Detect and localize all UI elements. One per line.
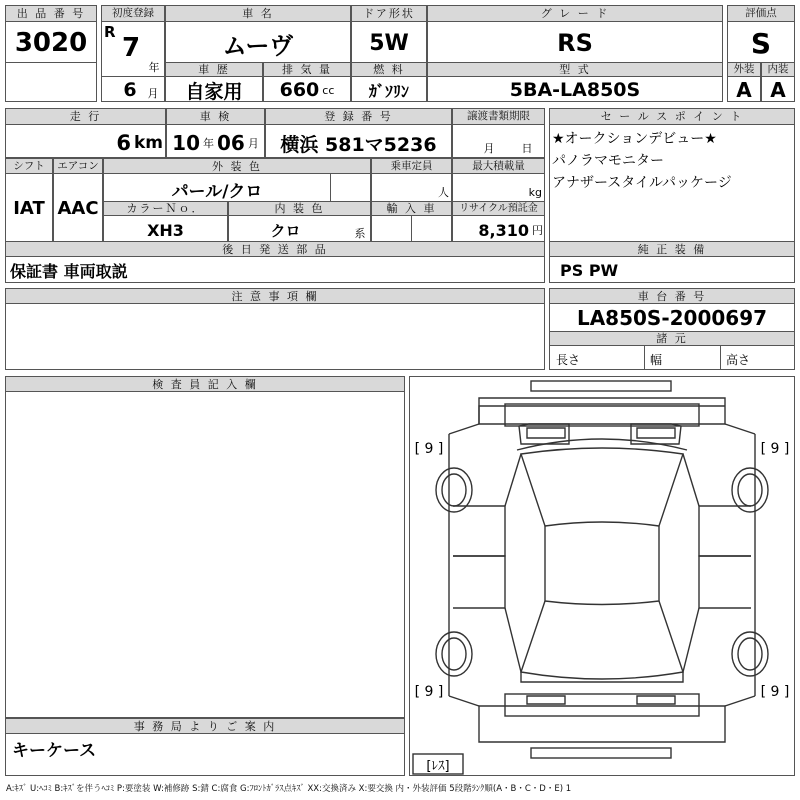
displacement-number: 660 [279,79,320,101]
lot-number: 3020 [14,28,88,58]
exterior-label: 外装 [727,62,761,77]
mileage-label: 走 行 [5,108,166,125]
tire-rear-left: [ 9 ] [414,684,444,700]
sales-point-3: アナザースタイルパッケージ [552,175,732,191]
spare-tire: [ﾚｽ] [426,758,450,773]
ac-value: AAC [57,197,99,219]
specs-label: 諸 元 [549,331,795,346]
color-no-value: XH3 [147,220,184,240]
capacity-label: 乗車定員 [371,158,452,174]
history-label: 車 歴 [165,62,263,77]
car-name-value: ムーヴ [222,31,294,60]
interior-grade: A [770,78,786,102]
import-label: 輸 入 車 [371,201,452,216]
color-no-label: カラーＮｏ． [103,201,228,216]
sales-points-label: セ ー ル ス ポ イ ン ト [549,108,795,125]
door-value: 5W [369,30,409,56]
interior-label: 内装 [761,62,795,77]
inspector-cell [5,376,405,718]
inspection-year-unit: 年 [203,137,214,150]
first-reg-year-unit: 年 [148,61,160,74]
displacement-value [263,78,351,102]
equipment-value: PS PW [560,261,619,280]
shift-value: IAT [13,197,45,219]
spec-length-label: 長さ [556,352,581,367]
transfer-month-unit: 月 [483,142,495,155]
chassis-value: LA850S-2000697 [576,306,768,330]
chassis-label: 車 台 番 号 [549,288,795,304]
tire-front-left: [ 9 ] [414,441,444,457]
grade-value: RS [557,29,593,57]
inspection-month-unit: 月 [247,137,259,150]
office-value: キーケース [12,740,97,760]
first-reg-label: 初度登録 [101,5,165,22]
score-value: S [750,26,772,60]
int-color-value: クロ [270,221,301,240]
recycle-unit: 円 [532,224,543,237]
transfer-day-unit: 日 [521,142,533,155]
plate-label: 登 録 番 号 [265,108,452,125]
later-parts-label: 後 日 発 送 部 品 [5,241,545,257]
fuel-label: 燃 料 [351,62,427,77]
transfer-label: 譲渡書類期限 [452,108,545,125]
first-reg-month: 6 [123,79,137,101]
spec-height-label: 高さ [726,352,751,367]
equipment-label: 純 正 装 備 [549,241,795,257]
inspection-month: 06 [217,131,245,155]
car-name-label: 車 名 [165,5,351,22]
car-outline [409,376,795,776]
damage-legend: A:ｷｽﾞ U:ﾍｺﾐ B:ｷｽﾞを伴うﾍｺﾐ P:要塗装 W:補修跡 S:錆 C:腐食 G:ﾌﾛﾝﾄｶﾞﾗｽ点ｷｽﾞ XX:交換済み X:要交換 内・外装評価 5段階ﾗﾝｸ順(A・B・C・D・E) 1 [6,784,572,794]
tire-front-right: [ 9 ] [760,441,790,457]
int-color-label: 内 装 色 [228,201,371,216]
inspection-year: 10 [172,131,200,155]
exterior-grade: A [736,78,752,102]
lot-label: 出 品 番 号 [5,5,97,22]
displacement-unit: cc [322,83,335,97]
spec-width-label: 幅 [650,352,663,367]
recycle-value [452,218,543,242]
mileage-unit: km [133,133,163,153]
displacement-label: 排 気 量 [263,62,351,77]
office-label: 事 務 局 よ り ご 案 内 [5,718,405,734]
first-reg-month-unit: 月 [147,87,159,100]
door-label: ドア形状 [351,5,427,22]
fuel-value: ｶﾞｿﾘﾝ [368,81,409,101]
tire-rear-right: [ 9 ] [760,684,790,700]
recycle-amount: 8,310 [478,220,529,240]
int-color-unit: 系 [354,227,366,240]
later-parts-value: 保証書 車両取説 [10,262,128,281]
history-value: 自家用 [185,80,243,102]
sales-point-1: ★オークションデビュー★ [552,131,717,147]
color-label: 外 装 色 [103,158,371,174]
max-load-unit: kg [528,185,542,199]
ac-label: エアコン [53,158,103,174]
max-load-label: 最大積載量 [452,158,545,174]
color-value: パール/クロ [171,181,263,202]
recycle-label: リサイクル預託金 [452,201,545,216]
plate-value: 横浜 581マ5236 [280,133,437,156]
model-code-value: 5BA-LA850S [509,79,641,101]
mileage-value [5,128,163,158]
inspector-label: 検 査 員 記 入 欄 [5,376,405,392]
notes-label: 注 意 事 項 欄 [5,288,545,304]
grade-label: グ レ ー ド [427,5,723,22]
capacity-unit: 人 [438,186,449,199]
mileage-number: 6 [116,131,131,155]
score-label: 評価点 [727,5,795,22]
first-reg-year: 7 [121,33,141,63]
shift-label: シフト [5,158,53,174]
inspection-label: 車 検 [166,108,265,125]
sales-point-2: パノラマモニター [552,153,664,169]
model-code-label: 型 式 [427,62,723,77]
first-reg-era: R [104,24,116,40]
inspection-value [166,128,265,158]
